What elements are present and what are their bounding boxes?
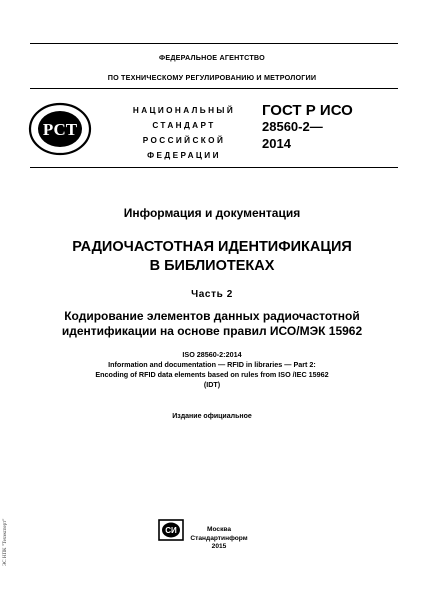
main-title-line-2: В БИБЛИОТЕКАХ: [149, 258, 275, 274]
english-title-line-1: Information and documentation — RFID in libraries — Part 2:: [108, 360, 316, 369]
agency-line-1: ФЕДЕРАЛЬНОЕ АГЕНТСТВО: [159, 53, 265, 62]
side-watermark: ЭС НПК "Техэксперт": [3, 518, 8, 566]
publisher-name: Стандартинформ: [190, 534, 248, 542]
series-title: Информация и документация: [123, 206, 301, 220]
standard-designation: ГОСТ Р ИСО: [262, 102, 353, 119]
standard-type-line-4: ФЕДЕРАЦИИ: [147, 151, 221, 160]
main-title-line-1: РАДИОЧАСТОТНАЯ ИДЕНТИФИКАЦИЯ: [72, 239, 352, 255]
standard-type-line-2: СТАНДАРТ: [152, 121, 216, 130]
header-rule: [30, 88, 398, 89]
subtitle-line-1: Кодирование элементов данных радиочастотной: [64, 309, 360, 323]
subtitle-line-2: идентификации на основе правил ИСО/МЭК 15962: [61, 324, 363, 338]
block-rule: [30, 167, 398, 168]
gost-r-logo-text: РСТ: [42, 120, 78, 139]
gost-r-logo: [28, 102, 92, 156]
standard-year: 2014: [262, 136, 291, 151]
iso-reference: ISO 28560-2:2014: [182, 350, 242, 359]
english-title-line-2: Encoding of RFID data elements based on rules from ISO /IEC 15962: [95, 370, 329, 379]
publisher-block: [184, 526, 254, 552]
standard-type-block: [122, 103, 246, 163]
edition-label: Издание официальное: [172, 413, 252, 420]
top-rule: [30, 43, 398, 44]
standartinform-logo-text: СИ: [165, 526, 177, 535]
equivalence-mark: (IDT): [203, 380, 221, 389]
agency-line-2: ПО ТЕХНИЧЕСКОМУ РЕГУЛИРОВАНИЮ И МЕТРОЛОГИИ: [107, 73, 317, 82]
publisher-city: Москва: [206, 526, 232, 533]
publisher-year: 2015: [211, 543, 227, 550]
standard-type-line-1: НАЦИОНАЛЬНЫЙ: [132, 106, 236, 115]
standard-number: 28560-2—: [262, 119, 323, 134]
part-label: Часть 2: [191, 289, 233, 300]
standard-type-line-3: РОССИЙСКОЙ: [142, 136, 226, 145]
standartinform-logo: [158, 519, 184, 541]
